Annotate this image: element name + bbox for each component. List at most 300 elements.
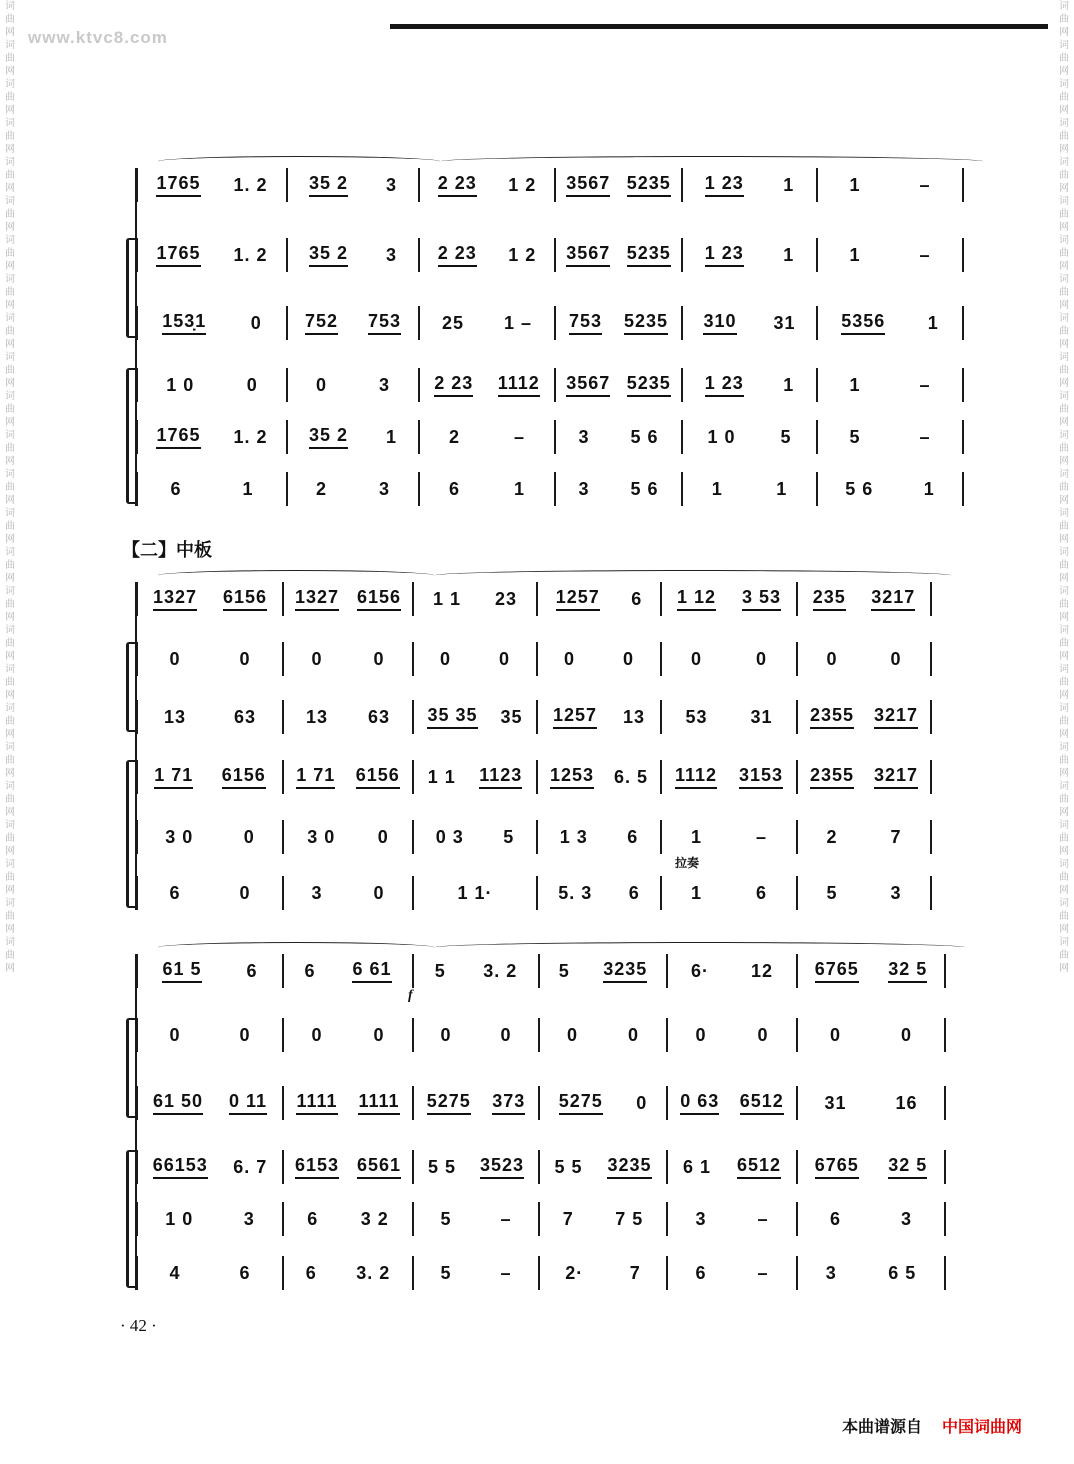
measure [685,306,814,340]
measure [140,238,284,272]
barline [796,954,798,988]
barline [412,642,414,676]
barline [282,642,284,676]
measure [800,1256,942,1290]
note-group: 0 [169,1024,181,1045]
measure [664,876,794,910]
note-group: 1 23 [705,173,744,197]
note-group: 1 [849,174,861,195]
measure [290,420,416,454]
barline [538,1202,540,1236]
side-watermark-right: 词曲网词曲网词曲网词曲网词曲网词曲网词曲网词曲网词曲网词曲网词曲网词曲网词曲网词曲网词曲网词曲网词曲网词曲网词曲网词曲网词曲网词曲网词曲网词曲网词曲网 [1059,1,1069,974]
note-group: 6· [690,960,709,981]
note-group: 1 1 [432,588,462,609]
measure [664,820,794,854]
note-group: 1112 [675,765,717,789]
barline [816,368,818,402]
barline [536,820,538,854]
note-group: 0 [695,1024,707,1045]
barline [796,1018,798,1052]
note-group: 373 [492,1091,525,1115]
note-group: 1. 2 [233,426,268,447]
measure [286,820,410,854]
note-group: 66153 [153,1155,208,1179]
phrase-slur [158,570,434,581]
note-group: 0 [373,882,385,903]
note-group: 1327 [153,587,197,611]
measure [140,306,284,340]
side-watermark-left: 词曲网词曲网词曲网词曲网词曲网词曲网词曲网词曲网词曲网词曲网词曲网词曲网词曲网词曲网词曲网词曲网词曲网词曲网词曲网词曲网词曲网词曲网词曲网词曲网词曲网 [5,1,15,974]
note-group: 3 [825,1262,837,1283]
note-group: 1 – [503,312,533,333]
measure [290,368,416,402]
note-group: 1 [711,478,723,499]
note-group: 2· [565,1262,584,1283]
note-group: 0 [622,648,634,669]
note-group: 1 [849,244,861,265]
note-group: 2 [448,426,460,447]
note-group: 1765 [156,243,200,267]
note-group: 5235 [624,311,668,335]
note-group: 7 [890,826,902,847]
barline [282,1256,284,1290]
barline [660,876,662,910]
measure [416,820,534,854]
measure [140,420,284,454]
note-group: 5 [434,960,446,981]
note-group: 753 [368,311,401,335]
note-group: 3 [243,1208,255,1229]
barline [681,238,683,272]
measure [140,168,284,202]
measure [286,876,410,910]
barline [536,642,538,676]
measure [140,954,280,988]
measure [540,760,658,794]
barline [930,760,932,794]
barline [136,582,138,616]
measure [416,1202,536,1236]
note-group: 0 [627,1024,639,1045]
measure [558,168,679,202]
barline [536,582,538,616]
note-group: 5 6 [845,478,874,499]
note-group: 1. 2 [233,174,268,195]
note-group: 35 [500,706,523,727]
staff-row [118,1080,958,1124]
note-group: 1112 [498,373,540,397]
note-group: 6 [628,882,640,903]
note-group: – [500,1208,512,1229]
barline [681,306,683,340]
note-group: 0 [311,648,323,669]
note-group: – [757,1262,769,1283]
barline [282,1202,284,1236]
measure [685,472,814,506]
measure [670,1150,794,1184]
note-group: 3 [386,244,398,265]
note-group: 1 [783,174,795,195]
note-group: 0 63 [680,1091,719,1115]
note-group: 752 [305,311,338,335]
note-group: 1765 [156,173,200,197]
note-group: 0 [311,1024,323,1045]
measure [140,1086,280,1120]
note-group: 1253 [550,765,594,789]
note-group: 1 71 [154,765,193,789]
measure [542,1202,664,1236]
barline [666,1018,668,1052]
note-group: 5 [503,826,515,847]
note-group: 35 2 [309,243,348,267]
staff-row [118,576,958,620]
measure [422,420,552,454]
measure [286,760,410,794]
barline [412,760,414,794]
note-group: 6 [695,1262,707,1283]
system-barline [135,582,137,910]
measure [800,820,928,854]
note-group: 6 [239,1262,251,1283]
barline [944,1150,946,1184]
measure [670,1018,794,1052]
barline [660,642,662,676]
note-group: 6 [304,960,316,981]
measure [286,1256,410,1290]
note-group: 1 [923,478,935,499]
note-group: 5 [849,426,861,447]
measure [542,1086,664,1120]
note-group: 5356 [841,311,885,335]
note-group: 5 5 [554,1156,583,1177]
note-group: 6 1 [682,1156,711,1177]
barline [681,472,683,506]
staff-row [118,948,958,992]
note-group: – [757,1208,769,1229]
note-group: 1327 [295,587,339,611]
measure [140,368,284,402]
measure [140,582,280,616]
note-group: 1111 [358,1091,399,1115]
note-group: 5 6 [630,478,659,499]
note-group: 7 [629,1262,641,1283]
barline [136,168,138,202]
barline [681,168,683,202]
barline [796,582,798,616]
note-group: 1 23 [705,373,744,397]
measure [542,1018,664,1052]
note-group: 2 [315,478,327,499]
note-group: 0 [440,1024,452,1045]
note-group: 1. 2 [233,244,268,265]
barline [136,700,138,734]
measure [800,760,928,794]
note-group: – [919,244,931,265]
note-group: 310 [703,311,736,335]
note-group: 6. 5 [613,766,648,787]
note-group: 5. 3 [558,882,593,903]
note-group: – [919,426,931,447]
barline [660,700,662,734]
barline [286,168,288,202]
measure [800,582,928,616]
note-group: 3523 [480,1155,524,1179]
note-group: 6 [627,826,639,847]
note-group: 6 [246,960,258,981]
measure [290,238,416,272]
measure [685,368,814,402]
barline [538,954,540,988]
barline [554,368,556,402]
note-group: 1 0 [166,374,195,395]
note-group: 3 [378,374,390,395]
barline [412,954,414,988]
staff-row [118,1144,958,1188]
barline [816,420,818,454]
note-group: 0 [377,826,389,847]
measure [140,760,280,794]
barline [660,760,662,794]
note-group: 1 1 [427,766,456,787]
barline [412,1150,414,1184]
phrase-slur [158,942,434,953]
note-group: – [513,426,525,447]
staff-row [118,1196,958,1240]
barline [286,306,288,340]
barline [666,1086,668,1120]
measure [685,168,814,202]
barline [136,238,138,272]
barline [412,1256,414,1290]
note-group: 1 23 [705,243,744,267]
note-group: 3. 2 [483,960,518,981]
note-group: 1 2 [508,244,537,265]
note-group: 4 [169,1262,181,1283]
barline [962,420,964,454]
measure [416,876,534,910]
measure [685,238,814,272]
measure [685,420,814,454]
source-credit [842,1414,1022,1437]
barline [136,820,138,854]
dynamic-forte: f [408,988,413,1003]
barline [796,700,798,734]
measure [416,1150,536,1184]
barline [282,954,284,988]
barline [944,954,946,988]
note-group: 3567 [566,173,610,197]
note-group: 0 [500,1024,512,1045]
measure [558,238,679,272]
measure [140,1256,280,1290]
note-group: 2355 [810,705,854,729]
measure [140,1018,280,1052]
note-group: 3567 [566,243,610,267]
note-group: – [919,374,931,395]
barline [538,1086,540,1120]
section-title: 【二】中板 [122,540,212,561]
barline [536,876,538,910]
barline [136,368,138,402]
barline [962,306,964,340]
barline [412,820,414,854]
barline [286,238,288,272]
measure [422,306,552,340]
staff-row [118,362,958,406]
score-system-3 [118,940,958,1300]
staff-row [118,754,958,798]
note-group: 0 [439,648,451,669]
note-group: 63 [233,706,257,727]
barline [796,820,798,854]
barline [554,168,556,202]
barline [962,472,964,506]
note-group: 6 [169,882,181,903]
measure [422,238,552,272]
note-group: 0 [636,1092,648,1113]
performance-annotation: 拉奏 [675,856,700,870]
barline [136,760,138,794]
note-group: 32 5 [888,1155,927,1179]
barline [681,368,683,402]
note-group: 0 [829,1024,841,1045]
barline [418,368,420,402]
note-group: 6512 [740,1091,784,1115]
barline [282,1150,284,1184]
measure [416,700,534,734]
note-group: 13 [163,706,187,727]
note-group: 0 [243,826,255,847]
note-group: 5235 [627,373,671,397]
measure [800,642,928,676]
barline [136,876,138,910]
note-group: 1 [386,426,398,447]
measure [540,642,658,676]
note-group: 1 1· [457,882,493,903]
note-group: 1 0 [165,1208,194,1229]
note-group: 0 [373,1024,385,1045]
note-group: 3 0 [165,826,194,847]
note-group: 1 2 [508,174,537,195]
phrase-slur [440,156,984,167]
note-group: 1 [690,826,702,847]
note-group: 3 [890,882,902,903]
measure [290,168,416,202]
measure [422,368,552,402]
measure [664,582,794,616]
barline [930,582,932,616]
note-group: 5235 [627,173,671,197]
note-group: 1111 [296,1091,337,1115]
note-group: 6156 [222,765,266,789]
barline [136,1150,138,1184]
note-group: – [919,174,931,195]
note-group: 1 [242,478,254,499]
note-group: 31 [773,312,796,333]
measure [140,820,280,854]
source-prefix: 本曲谱源自 [842,1417,923,1436]
measure [422,168,552,202]
note-group: 5 [826,882,838,903]
barline [816,306,818,340]
barline [930,876,932,910]
note-group: 6 [755,882,767,903]
barline [418,420,420,454]
measure [558,306,679,340]
measure [290,472,416,506]
note-group: 0 [169,648,181,669]
note-group: 1257 [553,705,597,729]
note-group: 3217 [871,587,915,611]
note-group: 3 2 [360,1208,389,1229]
source-site-link[interactable]: 中国词曲网 [942,1417,1023,1436]
barline [796,1150,798,1184]
measure [800,1018,942,1052]
note-group: 1 [690,882,702,903]
measure [416,954,536,988]
note-group: 0 [566,1024,578,1045]
measure [664,760,794,794]
barline [136,1202,138,1236]
note-group: 35 35 [427,705,477,729]
barline [796,760,798,794]
barline [136,306,138,340]
measure [540,820,658,854]
note-group: 6156 [356,765,400,789]
measure [416,1256,536,1290]
note-group: 1 [783,374,795,395]
barline [944,1256,946,1290]
barline [282,820,284,854]
note-group: 153̣1 [162,311,206,335]
measure [286,1202,410,1236]
measure [820,168,960,202]
phrase-slur [434,570,952,581]
barline [136,1018,138,1052]
barline [930,642,932,676]
note-group: 6 5 [888,1262,917,1283]
note-group: 0 [690,648,702,669]
barline [412,582,414,616]
barline [816,168,818,202]
barline [282,760,284,794]
note-group: 3567 [566,373,610,397]
barline [816,472,818,506]
note-group: 7 [562,1208,574,1229]
note-group: 3217 [874,705,918,729]
note-group: 3 [378,478,390,499]
note-group: 31 [824,1092,847,1113]
note-group: 5 [440,1208,452,1229]
measure [416,642,534,676]
note-group: 1 [513,478,525,499]
phrase-slur [434,942,966,953]
barline [536,700,538,734]
staff-row [118,162,958,206]
measure [800,876,928,910]
measure [140,1202,280,1236]
barline [554,238,556,272]
note-group: 6156 [223,587,267,611]
barline [930,820,932,854]
barline [796,876,798,910]
note-group: 12 [750,960,773,981]
measure [558,472,679,506]
measure [140,700,280,734]
note-group: 0 [373,648,385,669]
staff-row [118,636,958,680]
barline [681,420,683,454]
